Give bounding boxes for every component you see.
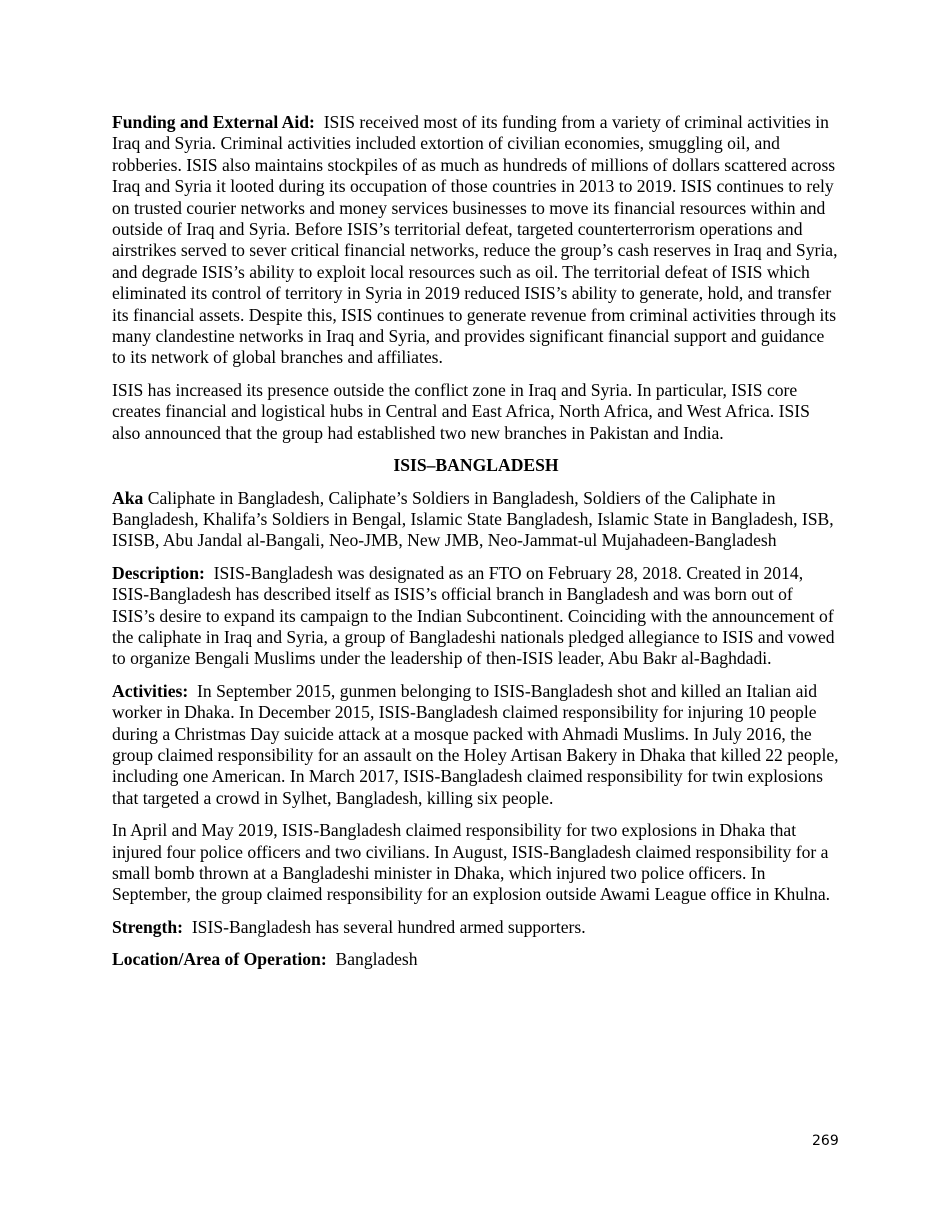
presence-text: ISIS has increased its presence outside the conflict zone in Iraq and Syria. In particular, ISIS core creates financial and logistical hubs in Central and East Africa, North Africa, and West Africa. ISIS also announced that the group had established two new branches in Pakistan and India. [112,379,810,443]
strength-paragraph [112,917,840,938]
activities-label: Activities: [112,680,189,701]
page-number: 269 [812,1133,839,1149]
strength-text: ISIS-Bangladesh has several hundred armed supporters. [191,916,586,937]
description-text: ISIS-Bangladesh was designated as an FTO on February 28, 2018. Created in 2014, ISIS-Bangladesh has described itself as ISIS’s official branch in Bangladesh and was born out of ISIS’s desire to expand its campaign to the Indian Subcontinent. Coinciding with the announcement of the caliphate in Iraq and Syria, a group of Bangladeshi nationals pledged allegiance to ISIS and vowed to organize Bengali Muslims under the leadership of then-ISIS leader, Abu Bakr al-Baghdadi. [112,562,835,669]
activities-text: In September 2015, gunmen belonging to ISIS-Bangladesh shot and killed an Italian aid worker in Dhaka. In December 2015, ISIS-Bangladesh claimed responsibility for injuring 10 people during a Christmas Day suicide attack at a mosque packed with Ahmadi Muslims. In July 2016, the group claimed responsibility for an assault on the Holey Artisan Bakery in Dhaka that killed 22 people, including one American. In March 2017, ISIS-Bangladesh claimed responsibility for twin explosions that targeted a crowd in Sylhet, Bangladesh, killing six people. [112,680,839,808]
document-body [112,112,840,982]
location-label: Location/Area of Operation: [112,949,327,970]
activities-2019-paragraph [112,820,840,906]
description-paragraph [112,563,840,670]
presence-paragraph [112,380,840,444]
aka-text: Caliphate in Bangladesh, Caliphate’s Soldiers in Bangladesh, Soldiers of the Caliphate in Bangladesh, Khalifa’s Soldiers in Bengal, Islamic State Bangladesh, Islamic State in Bangladesh, ISB, ISISB, Abu Jandal al-Bangali, Neo-JMB, New JMB, Neo-Jammat-ul Mujahadeen-Bangladesh [112,487,834,551]
strength-label: Strength: [112,916,184,937]
section-heading: ISIS–BANGLADESH [393,455,559,476]
description-label: Description: [112,562,205,583]
funding-text: ISIS received most of its funding from a variety of criminal activities in Iraq and Syria. Criminal activities included extortion of civilian economies, smuggling oil, and robberies. ISIS also maintains stockpiles of as much as hundreds of millions of dollars scattered across Iraq and Syria it looted during its occupation of those countries in 2013 to 2019. ISIS continues to rely on trusted courier networks and money services businesses to move its financial resources within and outside of Iraq and Syria. Before ISIS’s territorial defeat, targeted counterterrorism operations and airstrikes served to sever critical financial networks, reduce the group’s cash reserves in Iraq and Syria, and degrade ISIS’s ability to exploit local resources such as oil. The territorial defeat of ISIS which eliminated its control of territory in Syria in 2019 reduced ISIS’s ability to generate, hold, and transfer its financial assets. Despite this, ISIS continues to generate revenue from criminal activities through its many clandestine networks in Iraq and Syria, and provides significant financial support and guidance to its network of global branches and affiliates. [112,112,838,368]
funding-paragraph [112,112,840,369]
activities-2019-text: In April and May 2019, ISIS-Bangladesh claimed responsibility for two explosions in Dhaka that injured four police officers and two civilians. In August, ISIS-Bangladesh claimed responsibility for a small bomb thrown at a Bangladeshi minister in Dhaka, which injured two police officers. In September, the group claimed responsibility for an explosion outside Awami League office in Khulna. [112,820,831,905]
location-text: Bangladesh [335,949,418,970]
aka-paragraph [112,488,840,552]
location-paragraph [112,949,840,970]
activities-paragraph [112,681,840,809]
aka-label: Aka [112,487,144,508]
funding-label: Funding and External Aid: [112,112,315,132]
